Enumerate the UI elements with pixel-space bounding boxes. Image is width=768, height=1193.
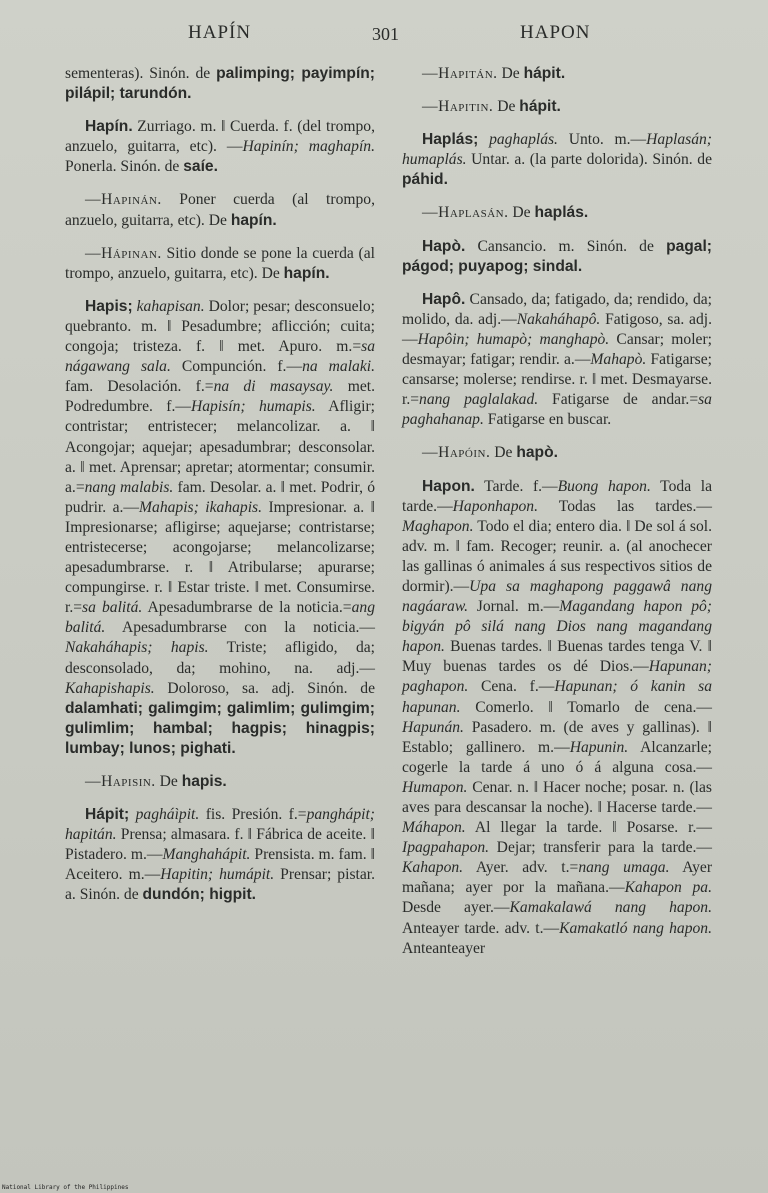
entry-hapit: Hápit; pagháìpit. fis. Presión. f.=panghápit; hapitán. Prensa; almasara. f. ‖ Fábrica de aceite. ‖ Pistadero. m.—Manghahápit. Prensista. m. fam. ‖ Aceitero. m.—Hapitin; humápit. Prensar; pistar. a. Sinón. de dundón; higpit. [65, 806, 375, 904]
page-number: 301 [372, 24, 399, 44]
running-header [0, 22, 768, 52]
entry-haplas: Haplás; paghaplás. Unto. m.—Haplasán; humaplás. Untar. a. (la parte dolorida). Sinón. de páhid. [402, 131, 712, 189]
left-column [65, 64, 375, 919]
entry-hapis: Hapis; kahapisan. Dolor; pesar; desconsuelo; quebranto. m. ‖ Pesadumbre; aflicción; cuita; congoja; tristeza. f. ‖ met. Apuro. m.=sa nágawang sala. Compunción. f.—na malaki. fam. Desolación. f.=na di masaysay. met. Podredumbre. f.—Hapisín; humapis. Afligir; contristar; entristecer; melancolizar. a. ‖ Acongojar; aquejar; apesadumbrar; desconsolar. a. ‖ met. Aprensar; apretar; atormentar; consumir. a.=nang malabis. fam. Desolar. a. ‖ met. Podrir, ó pudrir. a.—Mahapis; ikahapis. Impresionar. a. ‖ Impresionarse; afligirse; aquejarse; contristarse; entristecerse; acongojarse; melancolizarse; apesadumbrarse. r. ‖ Atribularse; apurarse; compungirse. r. ‖ Estar triste. ‖ met. Consumirse. r.=sa balitá. Apesadumbrarse de la noticia.=ang balitá. Apesadumbrarse con la noticia.—Nakaháhapis; hapis. Triste; afligido, da; desconsolado, da; mohino, na. adj.—Kahapishapis. Doloroso, sa. adj. Sinón. de dalamhati; galimgim; galimlim; gulimgim; gulimlim; hambal; hagpis; hinagpis; lumbay; lunos; pighati. [65, 297, 375, 757]
entry-hapitan: —Hapitán. De hápit. [422, 65, 566, 82]
entry-hapon: Hapon. Tarde. f.—Buong hapon. Toda la tarde.—Haponhapon. Todas las tardes.—Maghapon. Todo el dia; entero dia. ‖ De sol á sol. adv. m. ‖ fam. Recoger; reunir. a. (al anochecer las gallinas ó animales á sus respectivos sitios de dormir).—Upa sa maghapong paggawâ nang nagáaraw. Jornal. m.—Magandang hapon pô; bigyán pô silá nang Dios nang magandang hapon. Buenas tardes. ‖ Buenas tardes tenga V. ‖ Muy buenas tardes os dé Dios.—Hapunan; paghapon. Cena. f.—Hapunan; ó kanin sa hapunan. Comerlo. ‖ Tomarlo de cena.—Hapunán. Pasadero. m. (de aves y gallinas). ‖ Establo; gallinero. m.—Hapunin. Alcanzarle; cogerle la tarde á uno ó á alguna cosa.—Humapon. Cenar. n. ‖ Hacer noche; posar. n. (las aves para descansar la noche). ‖ Hacerse tarde.—Máhapon. Al llegar la tarde. ‖ Posarse. r.—Ipagpahapon. Dejar; transferir para la tarde.—Kahapon. Ayer. adv. t.=nang umaga. Ayer mañana; ayer por la mañana.—Kahapon pa. Desde ayer.—Kamakalawá nang hapon. Anteayer tarde. adv. t.—Kamakatló nang hapon. Anteanteayer [402, 477, 713, 957]
entry-hapo-adj: Hapô. Cansado, da; fatigado, da; rendido, da; molido, da. adj.—Nakaháhapô. Fatigoso, sa. adj.—Hapôin; humapò; manghapò. Cansar; moler; desmayar; fatigar; rendir. a.—Mahapò. Fatigarse; cansarse; molerse; rendirse. r. ‖ met. Desmayarse. r.=nang paglalakad. Fatigarse de andar.=sa paghahanap. Fatigarse en buscar. [402, 290, 712, 429]
header-left-guideword: HAPÍN [188, 22, 252, 43]
right-column [402, 64, 712, 972]
entry-hapo-noun: Hapò. Cansancio. m. Sinón. de pagal; págod; puyapog; sindal. [402, 237, 712, 275]
header-right-guideword: HAPON [520, 22, 591, 43]
entry-hapoin: —Hapóin. De hapò. [422, 444, 558, 462]
entry-hapisin: —Hapisin. De hapis. [85, 773, 227, 790]
entry-hapin: Hapín. Zurriago. m. ‖ Cuerda. f. (del trompo, anzuelo, guitarra, etc). —Hapinín; maghapín. Ponerla. Sinón. de saíe. [65, 118, 375, 176]
entry-haplasan: —Haplasán. De haplás. [422, 204, 589, 222]
entry-hapinan-place: —Hápinan. Sitio donde se pone la cuerda (al trompo, anzuelo, guitarra, etc). De hapín. [65, 244, 375, 282]
entry-continuation: sementeras). Sinón. de palimping; payimpín; pilápil; tarundón. [65, 65, 375, 103]
library-watermark: National Library of the Philippines [2, 1184, 129, 1191]
entry-hapitin: —Hapitin. De hápit. [422, 98, 561, 116]
entry-hapinan: —Hapinán. Poner cuerda (al trompo, anzuelo, guitarra, etc). De hapín. [65, 191, 375, 229]
